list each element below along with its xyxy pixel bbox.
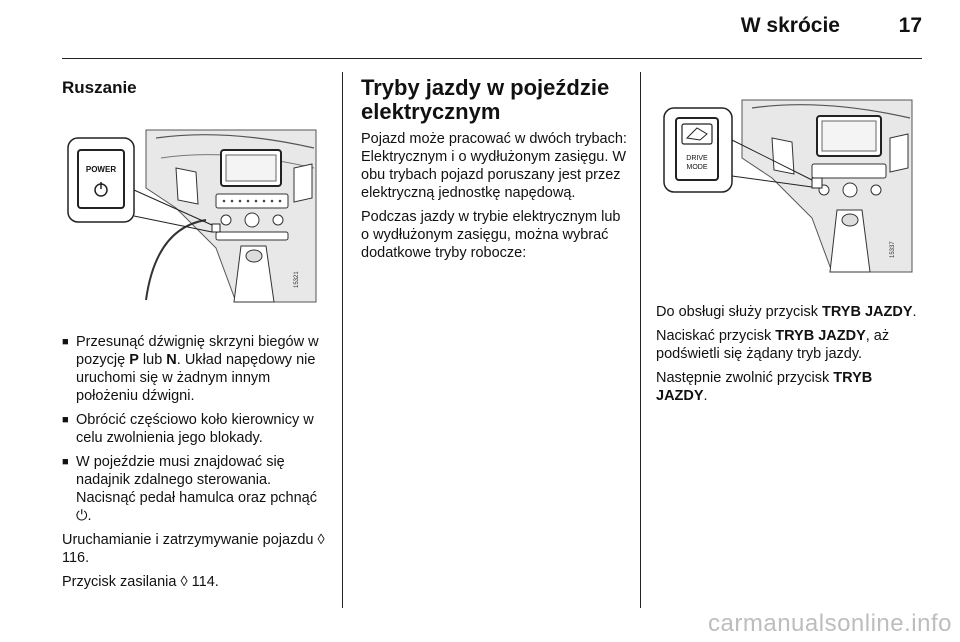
column-starting: [62, 72, 330, 98]
section-title: W skrócie: [740, 14, 840, 37]
watermark: carmanualsonline.info: [708, 610, 952, 637]
power-button-illustration: [66, 128, 318, 304]
header-rule: [62, 58, 922, 59]
paragraph: Pojazd może pracować w dwóch trybach: Elektrycznym i o wydłużonym zasięgu. W obu trybach pojazd poruszany jest przez elektryczną jednostkę napędową.: [361, 131, 627, 201]
column-divider: [342, 72, 343, 608]
paragraph: Do obsługi służy przycisk TRYB JAZDY.: [656, 304, 917, 320]
column-starting-text: [62, 333, 330, 597]
paragraph: Podczas jazdy w trybie elektrycznym lub o wydłużonym zasięgu, można wybrać dodatkowe tryby robocze:: [361, 209, 621, 261]
list-item: ■ W pojeździe musi znajdować się nadajnik zdalnego sterowania. Nacisnąć pedał hamulca oraz pchnąć ⏻.: [62, 453, 330, 525]
dashboard-drawing: [662, 98, 914, 274]
mode-label: MODE: [686, 164, 708, 171]
figure-code: 15337: [890, 241, 896, 258]
section-heading: Ruszanie: [62, 78, 137, 97]
drive-label: DRIVE: [686, 155, 708, 162]
column-drive-mode-text: [656, 303, 924, 411]
paragraph: Naciskać przycisk TRYB JAZDY, aż podświetli się żądany tryb jazdy.: [656, 328, 890, 362]
instruction-list: [62, 333, 330, 525]
page-number: 17: [898, 14, 922, 37]
figure-code: 15321: [294, 271, 300, 288]
column-drive-modes: [361, 72, 629, 268]
drive-mode-illustration: [662, 98, 914, 274]
column-divider: [640, 72, 641, 608]
cross-reference: Uruchamianie i zatrzymywanie pojazdu ◊ 116.: [62, 532, 325, 566]
list-item: ■ Przesunąć dźwignię skrzyni biegów w pozycję P lub N. Układ napędowy nie uruchomi się w żadnym innym położeniu dźwigni.: [62, 333, 330, 405]
power-label: POWER: [85, 165, 117, 174]
section-heading: Tryby jazdy w pojeździe elektrycznym: [361, 75, 610, 124]
cross-reference: Przycisk zasilania ◊ 114.: [62, 574, 219, 590]
paragraph: Następnie zwolnić przycisk TRYB JAZDY.: [656, 370, 873, 404]
list-item: ■ Obrócić częściowo koło kierownicy w celu zwolnienia jego blokady.: [62, 411, 330, 447]
page-header: [0, 0, 960, 62]
dashboard-drawing: [66, 128, 318, 304]
